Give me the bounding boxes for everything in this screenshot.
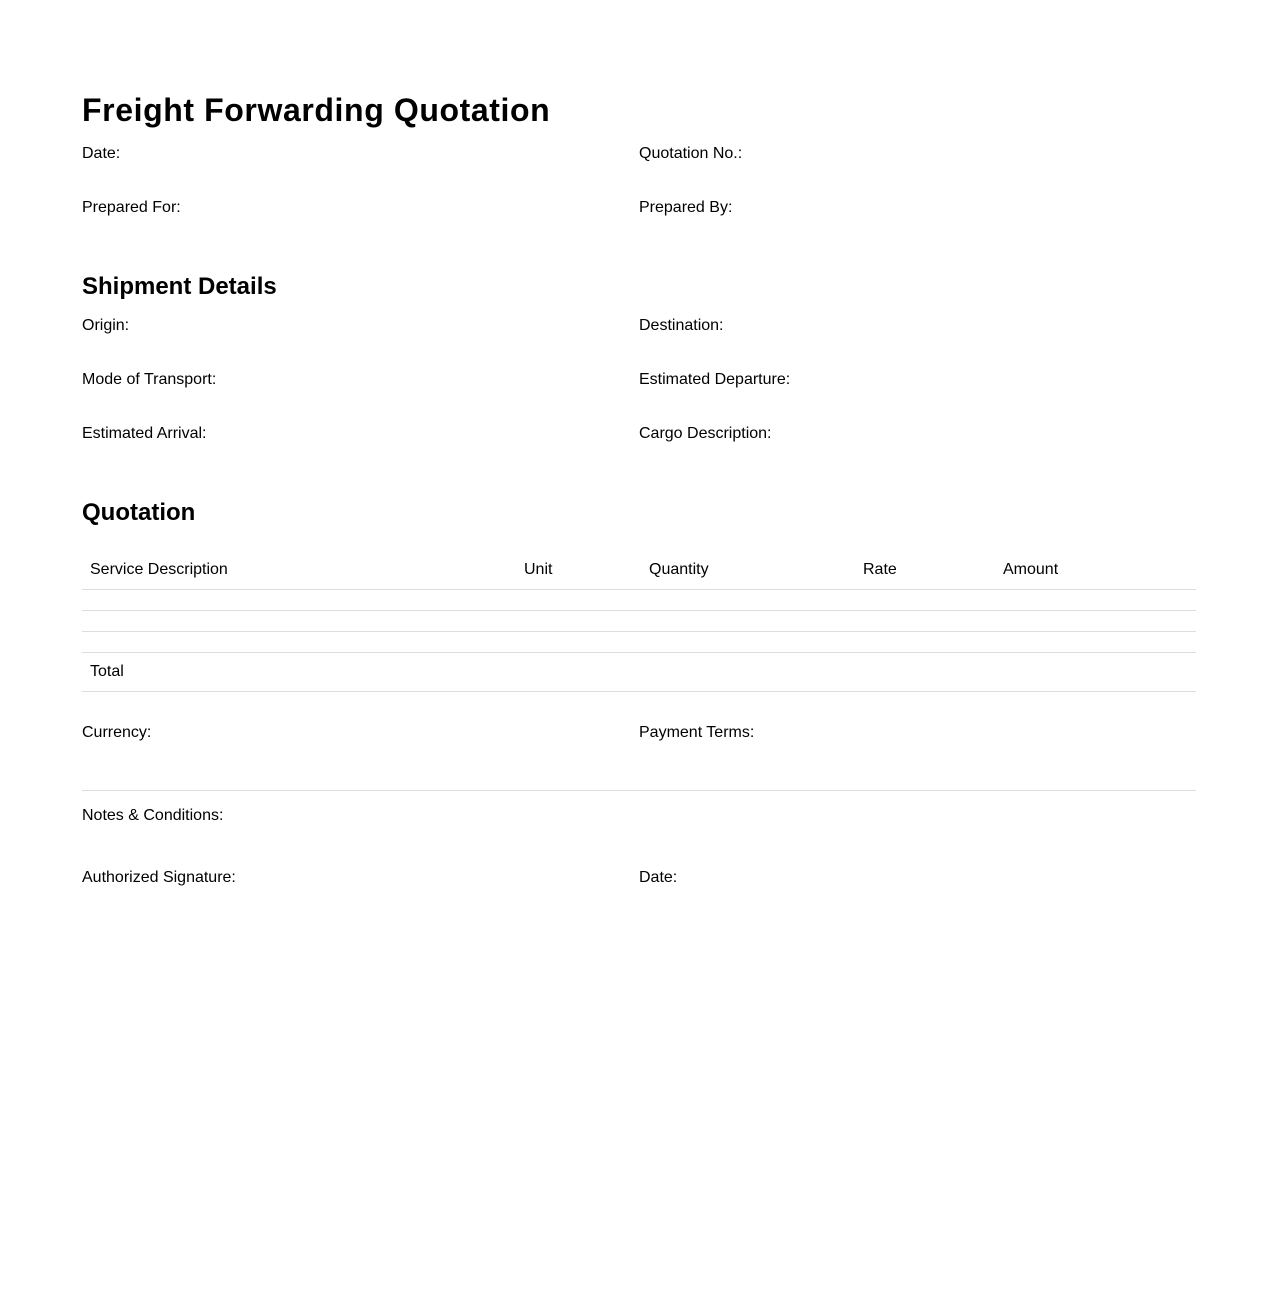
table-total-row (82, 653, 1196, 692)
total-label: Total (90, 663, 124, 680)
mode-of-transport-label: Mode of Transport: (82, 371, 217, 388)
authorized-signature-label: Authorized Signature: (82, 869, 236, 886)
table-row (82, 632, 1196, 653)
column-header-unit: Unit (524, 561, 553, 578)
currency-label: Currency: (82, 724, 152, 741)
payment-terms-label: Payment Terms: (639, 724, 755, 741)
quotation-number-label: Quotation No.: (639, 145, 743, 162)
estimated-departure-label: Estimated Departure: (639, 371, 791, 388)
estimated-arrival-label: Estimated Arrival: (82, 425, 207, 442)
date-label: Date: (82, 145, 121, 162)
column-header-service-description: Service Description (90, 561, 228, 578)
table-row (82, 590, 1196, 611)
table-row (82, 611, 1196, 632)
document-title: Freight Forwarding Quotation (82, 92, 551, 128)
quotation-table (82, 550, 1196, 692)
notes-conditions-label: Notes & Conditions: (82, 807, 224, 824)
prepared-for-label: Prepared For: (82, 199, 181, 216)
cargo-description-label: Cargo Description: (639, 425, 772, 442)
column-header-rate: Rate (863, 561, 897, 578)
prepared-by-label: Prepared By: (639, 199, 733, 216)
origin-label: Origin: (82, 317, 130, 334)
destination-label: Destination: (639, 317, 724, 334)
table-header-row (82, 550, 1196, 590)
column-header-amount: Amount (1003, 561, 1059, 578)
section-divider (82, 790, 1196, 791)
signature-date-label: Date: (639, 869, 678, 886)
shipment-details-heading: Shipment Details (82, 273, 277, 300)
column-header-quantity: Quantity (649, 561, 709, 578)
quotation-heading: Quotation (82, 499, 196, 526)
